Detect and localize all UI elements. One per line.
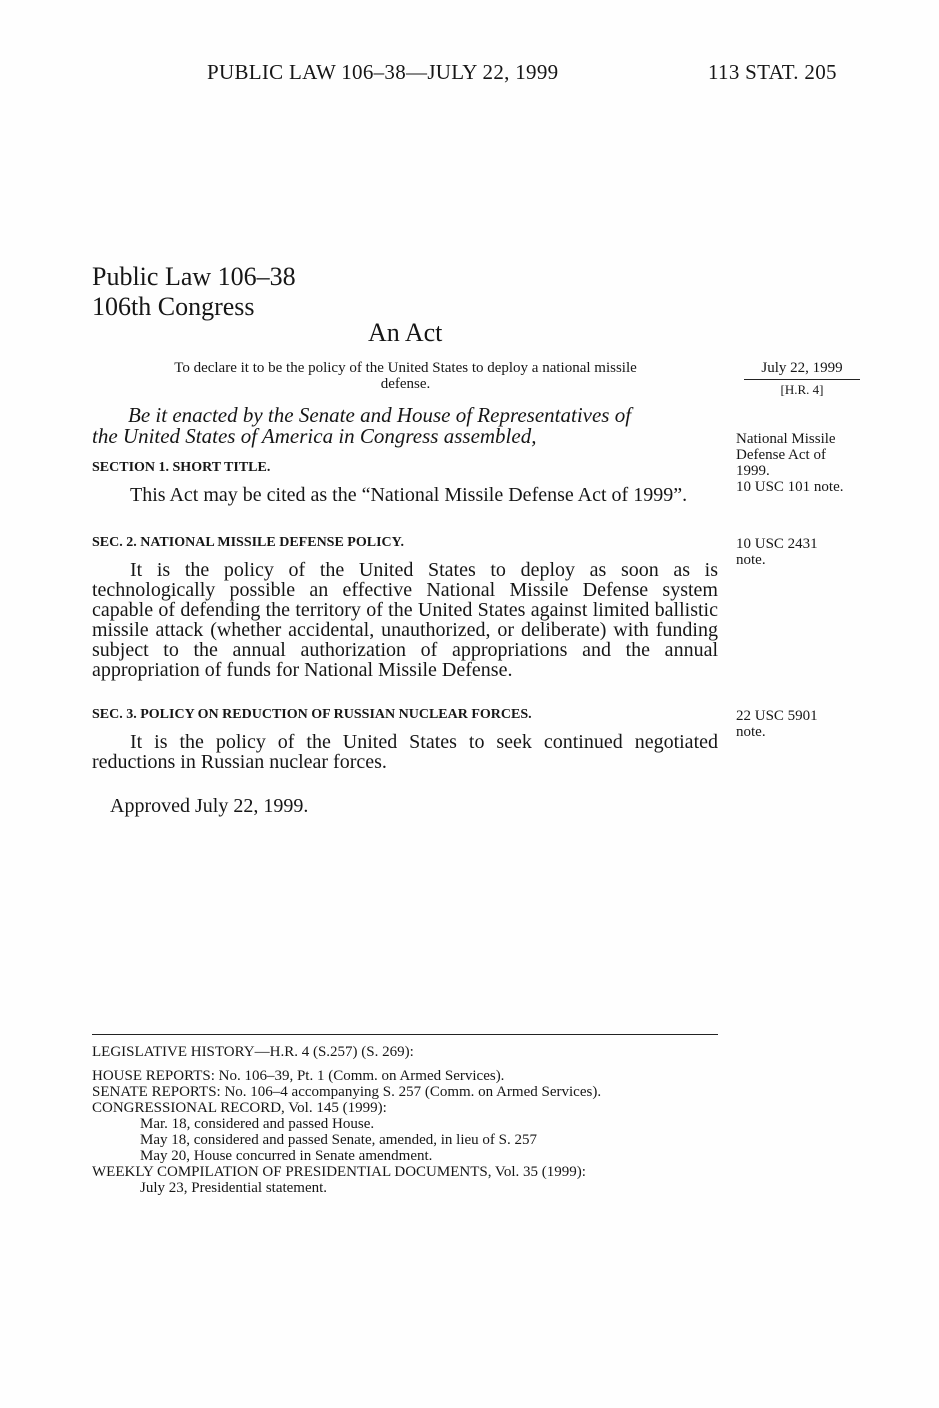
section-1-text: This Act may be cited as the “National Missile Defense Act of 1999”. — [130, 484, 688, 506]
house-reports: HOUSE REPORTS: No. 106–39, Pt. 1 (Comm. on Armed Services). — [92, 1068, 505, 1084]
margin-note-section-3 — [736, 708, 866, 740]
congressional-record: CONGRESSIONAL RECORD, Vol. 145 (1999): — [92, 1100, 387, 1116]
section-2-heading: SEC. 2. NATIONAL MISSILE DEFENSE POLICY. — [92, 535, 404, 550]
running-head: PUBLIC LAW 106–38—JULY 22, 1999 — [207, 60, 559, 84]
purpose-clause — [118, 360, 693, 392]
public-law-number: Public Law 106–38 — [92, 262, 296, 291]
margin-note-line: 10 USC 101 note. — [736, 479, 844, 495]
margin-note-line: 1999. — [736, 463, 770, 479]
margin-note-line: National Missile — [736, 431, 836, 447]
margin-note-line: note. — [736, 552, 766, 568]
section-1-heading: SECTION 1. SHORT TITLE. — [92, 460, 271, 475]
margin-note-line: 10 USC 2431 — [736, 536, 818, 552]
congress-number: 106th Congress — [92, 292, 255, 321]
margin-note-section-2 — [736, 536, 866, 568]
margin-date-block — [744, 360, 860, 398]
enacting-clause — [92, 405, 718, 447]
margin-note-line: note. — [736, 724, 766, 740]
record-entry: May 20, House concurred in Senate amendment. — [140, 1148, 433, 1164]
section-2-text: It is the policy of the United States to deploy as soon as is technologically possible an effective National Missile Defense system capable of defending the territory of the United States against limited ballistic missile attack (whether accidental, unauthorized, or deliberate) with funding subject to the annual authorization of appropriations and the annual appropriation of funds for National Missile Defense. — [92, 559, 718, 681]
enactment-date: July 22, 1999 — [761, 360, 843, 376]
record-entry: Mar. 18, considered and passed House. — [140, 1116, 375, 1132]
senate-reports: SENATE REPORTS: No. 106–4 accompanying S. 257 (Comm. on Armed Services). — [92, 1084, 602, 1100]
bill-number: [H.R. 4] — [780, 382, 824, 397]
weekly-entry: July 23, Presidential statement. — [140, 1180, 328, 1196]
purpose-line: defense. — [380, 376, 431, 392]
legislative-history — [92, 1044, 732, 1196]
enacting-line: the United States of America in Congress assembled, — [92, 424, 537, 448]
statute-page-number: 113 STAT. 205 — [708, 60, 837, 84]
record-entry: May 18, considered and passed Senate, amended, in lieu of S. 257 — [140, 1132, 537, 1148]
margin-note-line: 22 USC 5901 — [736, 708, 818, 724]
margin-note-line: Defense Act of — [736, 447, 826, 463]
margin-divider — [744, 379, 860, 380]
an-act-heading: An Act — [368, 318, 443, 347]
section-3-text: It is the policy of the United States to seek continued negotiated reductions in Russian nuclear forces. — [92, 731, 718, 773]
weekly-compilation: WEEKLY COMPILATION OF PRESIDENTIAL DOCUMENTS, Vol. 35 (1999): — [92, 1164, 586, 1180]
legislative-history-heading: LEGISLATIVE HISTORY—H.R. 4 (S.257) (S. 269): — [92, 1044, 414, 1060]
enacting-line: Be it enacted by the Senate and House of Representatives of — [128, 403, 632, 427]
margin-note-short-title — [736, 431, 866, 495]
section-3-heading: SEC. 3. POLICY ON REDUCTION OF RUSSIAN NUCLEAR FORCES. — [92, 707, 532, 722]
purpose-line: To declare it to be the policy of the United States to deploy a national missile — [174, 360, 637, 376]
law-title-block — [92, 262, 296, 322]
approval-line: Approved July 22, 1999. — [110, 795, 309, 817]
footnote-divider — [92, 1034, 718, 1035]
